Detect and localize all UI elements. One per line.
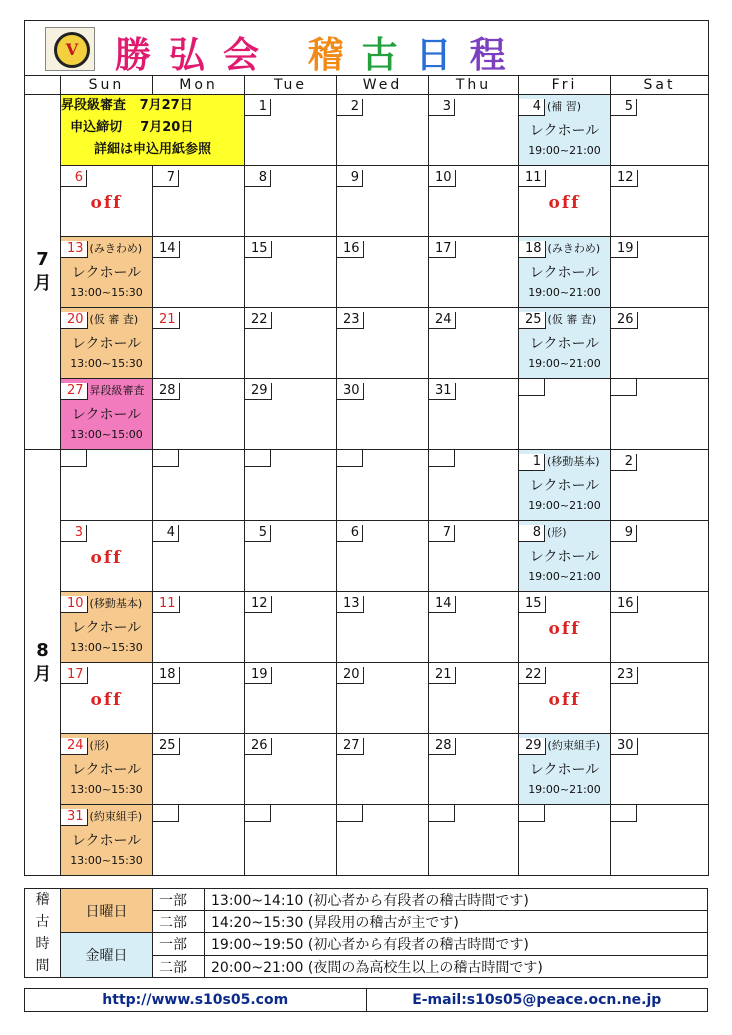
practice-cell: 20 (仮 審 査) レクホール 13:00~15:30 xyxy=(61,308,153,379)
practice-cell: 1 (移動基本) レクホール 19:00~21:00 xyxy=(519,450,611,521)
practice-cell: 4 (補 習) レクホール 19:00~21:00 xyxy=(519,95,611,166)
off-cell: 22 off xyxy=(519,663,611,734)
day-sat: Sat xyxy=(611,76,709,95)
title-bar xyxy=(25,21,709,76)
off-cell: 11 off xyxy=(519,166,611,237)
part-label: 一部 xyxy=(153,933,205,956)
practice-cell: 18 (みきわめ) レクホール 19:00~21:00 xyxy=(519,237,611,308)
practice-cell: 31 (約束組手) レクホール 13:00~15:30 xyxy=(61,805,153,876)
practice-cell: 24 (形) レクホール 13:00~15:30 xyxy=(61,734,153,805)
practice-cell: 13 (みきわめ) レクホール 13:00~15:30 xyxy=(61,237,153,308)
schedule-text: 20:00~21:00 (夜間の為高校生以上の稽古時間です) xyxy=(205,956,708,978)
month-label-july: 7 月 xyxy=(25,95,61,450)
practice-cell: 29 (約束組手) レクホール 19:00~21:00 xyxy=(519,734,611,805)
friday-label: 金曜日 xyxy=(61,933,153,978)
cell: 5 xyxy=(611,95,709,166)
website-link[interactable]: http://www.s10s05.com xyxy=(102,992,289,1008)
part-label: 一部 xyxy=(153,889,205,911)
off-cell: 6 off xyxy=(61,166,153,237)
calendar-sheet xyxy=(24,20,708,1010)
club-logo: V xyxy=(45,27,95,71)
practice-cell: 8 (形) レクホール 19:00~21:00 xyxy=(519,521,611,592)
day-thu: Thu xyxy=(429,76,519,95)
off-cell: 3 off xyxy=(61,521,153,592)
part-label: 二部 xyxy=(153,911,205,933)
month-label-august: 8 月 xyxy=(25,450,61,876)
off-cell: 15 off xyxy=(519,592,611,663)
day-fri: Fri xyxy=(519,76,611,95)
day-wed: Wed xyxy=(337,76,429,95)
practice-cell: 25 (仮 審 査) レクホール 19:00~21:00 xyxy=(519,308,611,379)
weekday-header xyxy=(25,76,709,95)
schedule-text: 14:20~15:30 (昇段用の稽古が主です) xyxy=(205,911,708,933)
schedule-text: 13:00~14:10 (初心者から有段者の稽古時間です) xyxy=(205,889,708,911)
off-cell: 17 off xyxy=(61,663,153,734)
exam-cell: 27 昇段級審査 レクホール 13:00~15:00 xyxy=(61,379,153,450)
cell: 1 xyxy=(245,95,337,166)
email-link[interactable]: E-mail:s10s05@peace.ocn.ne.jp xyxy=(366,989,708,1011)
page-title: 勝弘会 稽古日程 xyxy=(115,34,524,76)
calendar-table: V 勝弘会 稽古日程 Sun Mon Tue Wed Thu Fri Sat 7 月 昇段級審査 7月27日 申込締切 7月20日 詳細は申込用紙参照 1 2 3 4 (補 習) レクホール 19:00~21:00 5 6 off 7 8 9 10 11 off 12 13 (みきわめ) レクホール 13:00~15:30 14 15 16 17 18 (みきわめ) レクホール 19:00~21:00 19 20 (仮 審 査) レクホール 13:00~15:30 21 22 23 24 25 (仮 審 査) レクホール 19:00~21:00 26 27 昇段級審査 レクホール 13:00~15:00 28 29 30 31 8 月 1 (移動基本) レクホール 19:00~21:00 2 3 off 4 5 6 7 8 (形) レクホール 19:00~21:00 9 10 (移動基本) レクホール 13:00~15:30 11 12 13 14 15 off 16 17 off 18 19 20 21 22 off 23 24 (形) レクホール 13:00~15:30 25 26 27 28 29 (約束組手) レクホール 19:00~21:00 30 31 (約束組手) レクホール 13:00~15:30 xyxy=(24,20,709,876)
practice-cell: 10 (移動基本) レクホール 13:00~15:30 xyxy=(61,592,153,663)
cell: 2 xyxy=(337,95,429,166)
practice-schedule xyxy=(24,888,708,978)
contact-footer xyxy=(24,988,708,1012)
exam-announcement: 昇段級審査 7月27日 申込締切 7月20日 詳細は申込用紙参照 xyxy=(61,95,245,166)
day-sun: Sun xyxy=(61,76,153,95)
cell: 3 xyxy=(429,95,519,166)
sunday-label: 日曜日 xyxy=(61,889,153,933)
part-label: 二部 xyxy=(153,956,205,978)
day-tue: Tue xyxy=(245,76,337,95)
schedule-text: 19:00~19:50 (初心者から有段者の稽古時間です) xyxy=(205,933,708,956)
schedule-label: 稽 古 時 間 xyxy=(25,889,61,978)
day-mon: Mon xyxy=(153,76,245,95)
